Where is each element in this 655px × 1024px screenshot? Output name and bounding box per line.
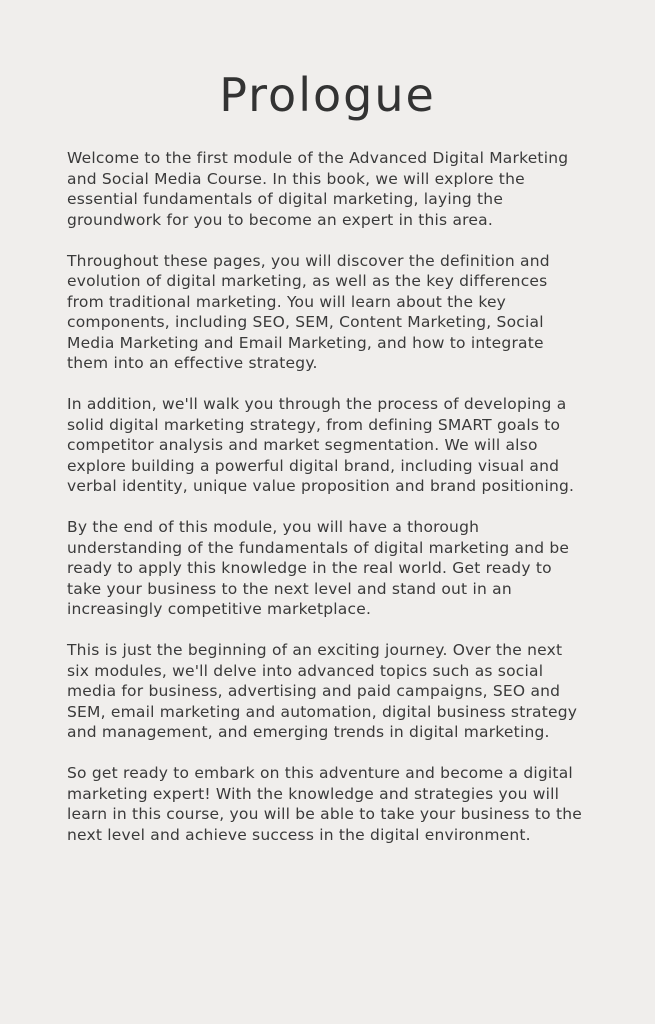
paragraph-6: So get ready to embark on this adventure and become a digital marketing expert! With the knowledge and strategies you will learn in this course, you will be able to take your business to the next level and achieve success in the digital environment.: [67, 764, 583, 844]
paragraph-4: By the end of this module, you will have a thorough understanding of the fundamentals of digital marketing and be ready to apply this knowledge in the real world. Get ready to take your business to the next level and stand out in an increasingly competitive marketplace.: [67, 518, 570, 618]
paragraph-1: Welcome to the first module of the Advanced Digital Marketing and Social Media Course. In this book, we will explore the essential fundamentals of digital marketing, laying the groundwork for you to become an expert in this area.: [67, 149, 569, 229]
body-text: [67, 148, 589, 866]
paragraph-3: In addition, we'll walk you through the process of developing a solid digital marketing strategy, from defining SMART goals to competitor analysis and market segmentation. We will also explore building a powerful digital brand, including visual and verbal identity, unique value proposition and brand positioning.: [67, 395, 575, 495]
paragraph-5: This is just the beginning of an exciting journey. Over the next six modules, we'll delve into advanced topics such as social media for business, advertising and paid campaigns, SEO and SEM, email marketing and automation, digital business strategy and management, and emerging trends in digital marketing.: [67, 641, 578, 741]
page-title: Prologue: [219, 68, 436, 122]
paragraph-2: Throughout these pages, you will discover the definition and evolution of digital marketing, as well as the key differences from traditional marketing. You will learn about the key components, including SEO, SEM, Content Marketing, Social Media Marketing and Email Marketing, and how to integrate them into an effective strategy.: [67, 251, 550, 372]
